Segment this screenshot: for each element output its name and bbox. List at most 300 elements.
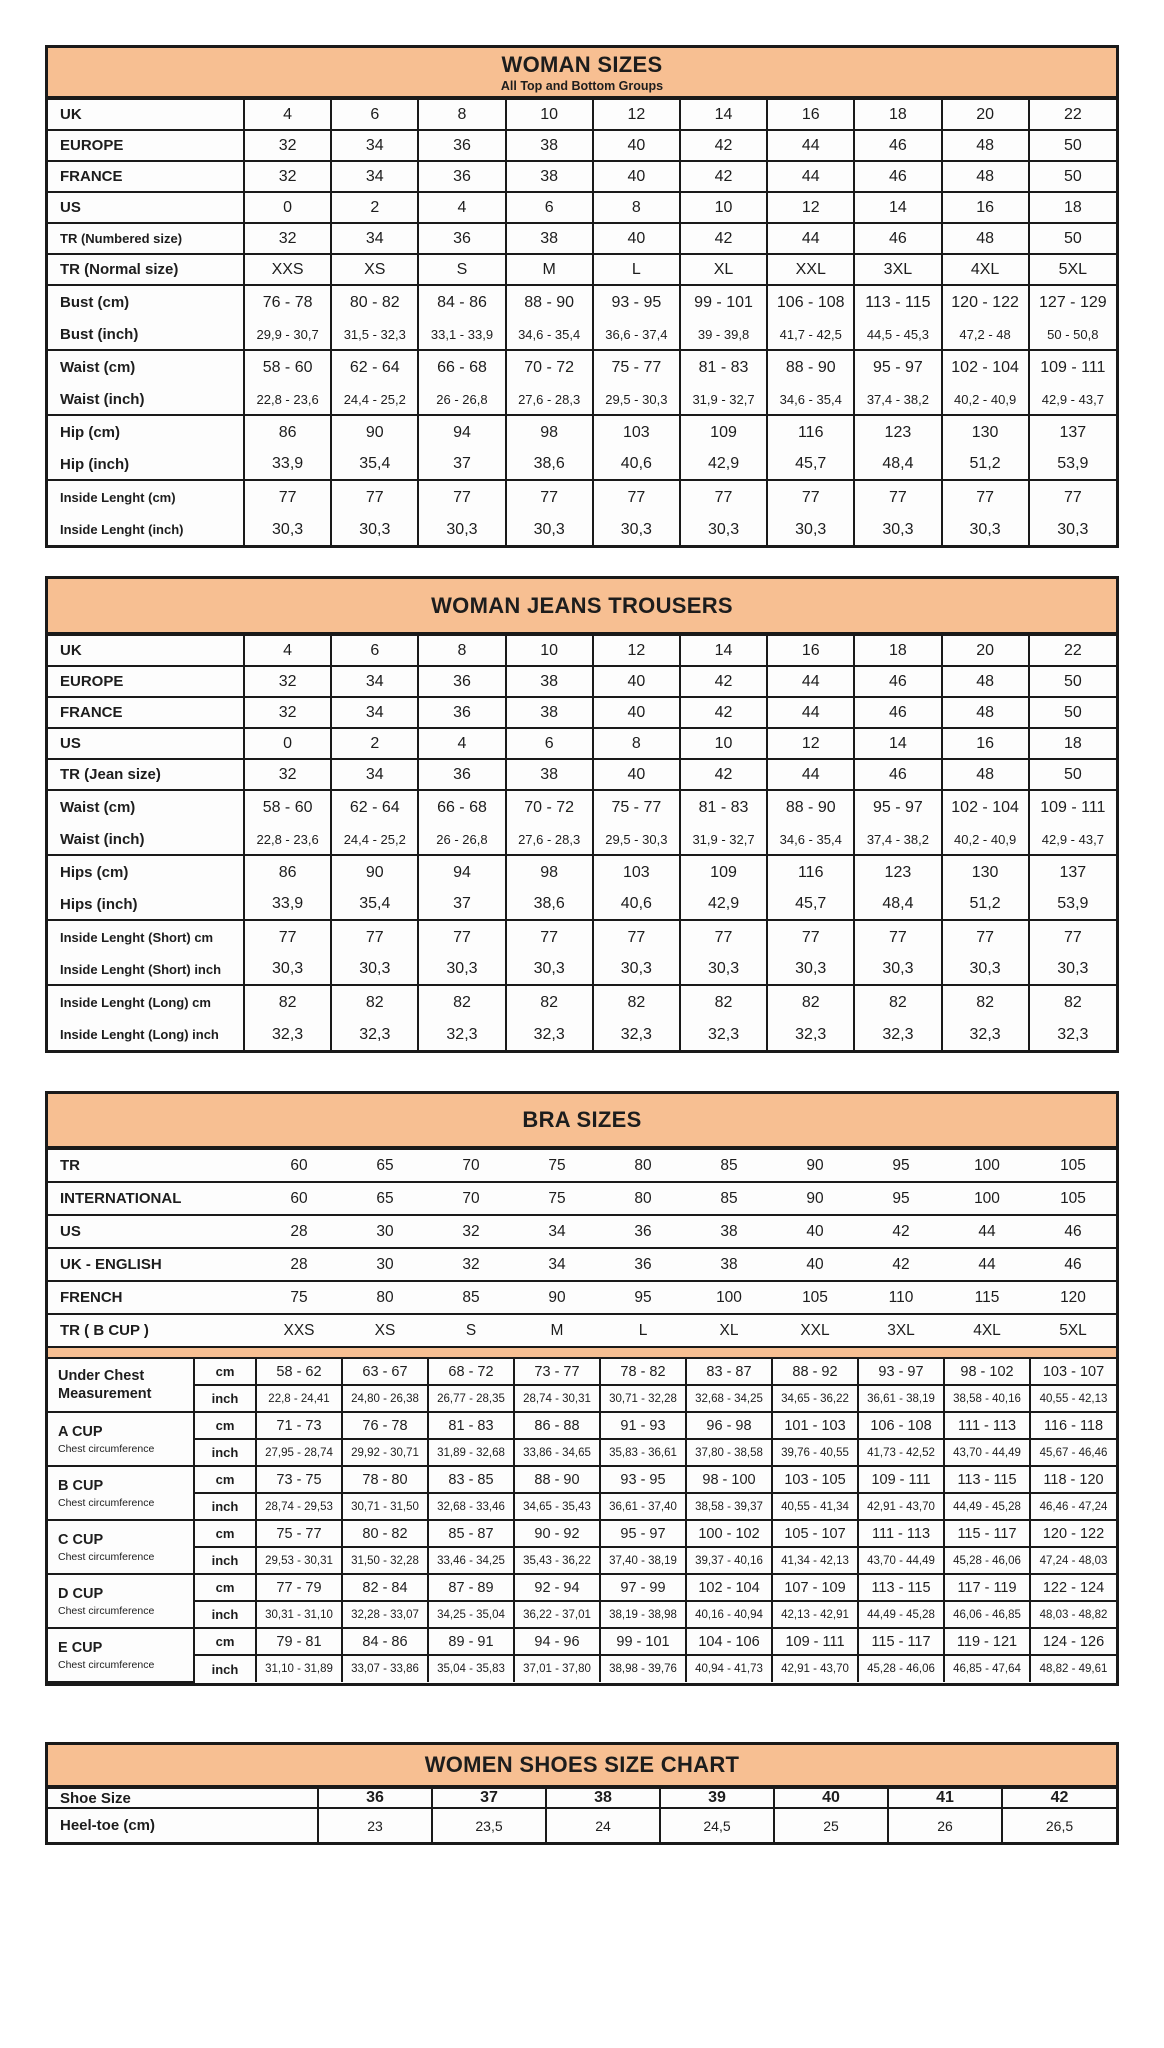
- size-cell: 31,50 - 32,28: [342, 1547, 428, 1574]
- size-cell: 50: [1029, 130, 1116, 161]
- size-cell: 48: [942, 130, 1029, 161]
- size-cell: 101 - 103: [772, 1412, 858, 1439]
- size-cell: 24,4 - 25,2: [331, 824, 418, 855]
- size-cell: 82: [767, 985, 854, 1019]
- size-cell: 93 - 95: [600, 1466, 686, 1493]
- size-cell: 29,9 - 30,7: [244, 319, 331, 350]
- size-cell: 99 - 101: [680, 285, 767, 319]
- table-row: [48, 1655, 1116, 1682]
- size-cell: 77: [680, 920, 767, 954]
- size-cell: 42,9 - 43,7: [1029, 384, 1116, 415]
- size-cell: 30,3: [854, 514, 941, 545]
- size-cell: XS: [331, 254, 418, 285]
- size-cell: 40,6: [593, 449, 680, 480]
- size-cell: 35,4: [331, 449, 418, 480]
- size-cell: 10: [506, 635, 593, 666]
- size-cell: 100: [686, 1281, 772, 1314]
- size-cell: 22,8 - 23,6: [244, 384, 331, 415]
- size-cell: 34: [331, 666, 418, 697]
- table-row: [48, 480, 1116, 514]
- size-cell: 137: [1029, 415, 1116, 449]
- size-cell: 73 - 77: [514, 1358, 600, 1385]
- size-cell: 45,7: [767, 449, 854, 480]
- size-cell: 40: [593, 666, 680, 697]
- cup-label: [48, 1574, 194, 1628]
- cup-label: [48, 1412, 194, 1466]
- size-cell: 41,34 - 42,13: [772, 1547, 858, 1574]
- size-cell: 30,3: [767, 514, 854, 545]
- size-cell: 10: [680, 192, 767, 223]
- size-cell: 103: [593, 415, 680, 449]
- size-cell: 81 - 83: [680, 790, 767, 824]
- size-cell: XXL: [772, 1314, 858, 1347]
- table-row: [48, 1788, 1116, 1808]
- size-cell: 77: [854, 480, 941, 514]
- size-cell: 109 - 111: [1029, 350, 1116, 384]
- table-row: [48, 285, 1116, 319]
- table-row: [48, 1347, 1116, 1358]
- size-cell: 42: [680, 223, 767, 254]
- size-cell: 46: [854, 161, 941, 192]
- size-cell: 34: [331, 759, 418, 790]
- size-cell: 18: [1029, 728, 1116, 759]
- size-cell: 95 - 97: [854, 790, 941, 824]
- jeans-trousers-grid: [48, 634, 1116, 1050]
- size-cell: 29,5 - 30,3: [593, 384, 680, 415]
- size-cell: 32,3: [1029, 1019, 1116, 1050]
- size-cell: 77: [506, 920, 593, 954]
- size-cell: 39,37 - 40,16: [686, 1547, 772, 1574]
- table-row: [48, 449, 1116, 480]
- size-cell: 48: [942, 161, 1029, 192]
- table-row: [48, 1248, 1116, 1281]
- size-cell: 29,92 - 30,71: [342, 1439, 428, 1466]
- shoes-size-grid: [48, 1787, 1116, 1842]
- size-cell: 88 - 90: [767, 790, 854, 824]
- size-cell: 32,3: [244, 1019, 331, 1050]
- table-row: [48, 855, 1116, 889]
- size-cell: 16: [942, 192, 1029, 223]
- size-cell: 30,71 - 32,28: [600, 1385, 686, 1412]
- size-cell: 30,3: [244, 514, 331, 545]
- row-label: Waist (inch): [48, 384, 244, 415]
- row-label: EUROPE: [48, 666, 244, 697]
- table-row: [48, 1412, 1116, 1439]
- jeans-trousers-header: [48, 579, 1116, 634]
- table-row: [48, 790, 1116, 824]
- size-cell: 22: [1029, 99, 1116, 130]
- size-cell: 41,7 - 42,5: [767, 319, 854, 350]
- size-cell: 26 - 26,8: [418, 824, 505, 855]
- size-cell: 26: [888, 1808, 1002, 1842]
- cup-subtitle: Chest circumference: [58, 1604, 155, 1617]
- size-cell: 42: [858, 1248, 944, 1281]
- size-cell: 48: [942, 759, 1029, 790]
- size-cell: 42,9: [680, 449, 767, 480]
- size-cell: 111 - 113: [944, 1412, 1030, 1439]
- size-cell: 30,3: [942, 954, 1029, 985]
- size-cell: 23,5: [432, 1808, 546, 1842]
- size-cell: 75: [514, 1182, 600, 1215]
- size-cell: 81 - 83: [428, 1412, 514, 1439]
- row-label: FRENCH: [48, 1281, 256, 1314]
- table-row: [48, 192, 1116, 223]
- size-cell: 92 - 94: [514, 1574, 600, 1601]
- size-cell: 116: [767, 415, 854, 449]
- size-cell: 35,83 - 36,61: [600, 1439, 686, 1466]
- size-cell: 24,5: [660, 1808, 774, 1842]
- size-cell: 77: [593, 920, 680, 954]
- size-cell: 32,68 - 33,46: [428, 1493, 514, 1520]
- size-cell: 98 - 100: [686, 1466, 772, 1493]
- size-cell: 27,95 - 28,74: [256, 1439, 342, 1466]
- bra-sizes-header: [48, 1094, 1116, 1148]
- size-cell: XL: [680, 254, 767, 285]
- size-cell: 35,43 - 36,22: [514, 1547, 600, 1574]
- size-cell: 36: [418, 130, 505, 161]
- row-label: Hips (inch): [48, 889, 244, 920]
- size-cell: 40,94 - 41,73: [686, 1655, 772, 1682]
- size-cell: 24: [546, 1808, 660, 1842]
- size-cell: 109 - 111: [772, 1628, 858, 1655]
- table-row: [48, 1493, 1116, 1520]
- size-cell: 30,71 - 31,50: [342, 1493, 428, 1520]
- size-cell: 35,04 - 35,83: [428, 1655, 514, 1682]
- table-row: [48, 1628, 1116, 1655]
- size-cell: 109: [680, 415, 767, 449]
- size-cell: 106 - 108: [767, 285, 854, 319]
- size-cell: 44: [767, 223, 854, 254]
- size-cell: 76 - 78: [244, 285, 331, 319]
- size-cell: 105: [1030, 1149, 1116, 1182]
- size-cell: 40,55 - 41,34: [772, 1493, 858, 1520]
- size-cell: 33,46 - 34,25: [428, 1547, 514, 1574]
- size-cell: 46,85 - 47,64: [944, 1655, 1030, 1682]
- table-row: [48, 985, 1116, 1019]
- table-row: [48, 1182, 1116, 1215]
- size-cell: 103 - 107: [1030, 1358, 1116, 1385]
- table-row: [48, 254, 1116, 285]
- size-cell: 22,8 - 24,41: [256, 1385, 342, 1412]
- size-cell: 66 - 68: [418, 790, 505, 824]
- size-cell: 50: [1029, 697, 1116, 728]
- size-cell: 120: [1030, 1281, 1116, 1314]
- size-cell: M: [514, 1314, 600, 1347]
- size-cell: 40,6: [593, 889, 680, 920]
- size-cell: 113 - 115: [858, 1574, 944, 1601]
- size-cell: 38: [686, 1248, 772, 1281]
- size-cell: 47,24 - 48,03: [1030, 1547, 1116, 1574]
- size-cell: 50: [1029, 223, 1116, 254]
- size-cell: 46: [854, 666, 941, 697]
- size-cell: 88 - 90: [767, 350, 854, 384]
- size-cell: 31,5 - 32,3: [331, 319, 418, 350]
- size-cell: 77: [680, 480, 767, 514]
- size-cell: 30,3: [1029, 514, 1116, 545]
- size-cell: 68 - 72: [428, 1358, 514, 1385]
- size-cell: 46,06 - 46,85: [944, 1601, 1030, 1628]
- row-label: TR (Normal size): [48, 254, 244, 285]
- size-cell: 46: [1030, 1248, 1116, 1281]
- size-cell: 36,6 - 37,4: [593, 319, 680, 350]
- size-cell: 18: [1029, 192, 1116, 223]
- size-cell: 97 - 99: [600, 1574, 686, 1601]
- size-cell: 25: [774, 1808, 888, 1842]
- size-cell: 95: [858, 1182, 944, 1215]
- size-cell: 117 - 119: [944, 1574, 1030, 1601]
- table-row: [48, 1574, 1116, 1601]
- size-cell: 34: [331, 130, 418, 161]
- size-cell: 109 - 111: [1029, 790, 1116, 824]
- size-cell: 30,3: [767, 954, 854, 985]
- jeans-trousers-table: [45, 576, 1119, 1053]
- size-cell: 38,98 - 39,76: [600, 1655, 686, 1682]
- size-cell: 80 - 82: [342, 1520, 428, 1547]
- row-label: Waist (inch): [48, 824, 244, 855]
- size-cell: 91 - 93: [600, 1412, 686, 1439]
- unit-label: cm: [194, 1574, 256, 1601]
- size-cell: 75: [256, 1281, 342, 1314]
- size-cell: 23: [318, 1808, 432, 1842]
- size-cell: 32: [244, 161, 331, 192]
- size-cell: 75 - 77: [593, 790, 680, 824]
- table-title: WOMEN SHOES SIZE CHART: [424, 1752, 740, 1777]
- size-cell: 40: [593, 161, 680, 192]
- size-cell: 34,25 - 35,04: [428, 1601, 514, 1628]
- size-cell: 35,4: [331, 889, 418, 920]
- size-cell: 38: [506, 697, 593, 728]
- size-cell: 39,76 - 40,55: [772, 1439, 858, 1466]
- size-cell: 4: [244, 635, 331, 666]
- size-cell: 34: [331, 161, 418, 192]
- size-cell: 32,3: [767, 1019, 854, 1050]
- size-cell: 14: [854, 728, 941, 759]
- size-cell: L: [593, 254, 680, 285]
- size-cell: 70: [428, 1149, 514, 1182]
- size-cell: 16: [767, 635, 854, 666]
- size-cell: 42: [858, 1215, 944, 1248]
- size-cell: 88 - 90: [506, 285, 593, 319]
- size-cell: 42,13 - 42,91: [772, 1601, 858, 1628]
- size-cell: 32,3: [331, 1019, 418, 1050]
- size-cell: 95 - 97: [854, 350, 941, 384]
- size-cell: 16: [767, 99, 854, 130]
- size-cell: 30,3: [418, 514, 505, 545]
- row-label: Inside Lenght (Short) inch: [48, 954, 244, 985]
- unit-label: cm: [194, 1628, 256, 1655]
- shoes-size-header: [48, 1745, 1116, 1787]
- size-cell: 28,74 - 30,31: [514, 1385, 600, 1412]
- row-label: Heel-toe (cm): [48, 1808, 318, 1842]
- size-cell: 38: [506, 666, 593, 697]
- cup-label: [48, 1466, 194, 1520]
- size-cell: 48,03 - 48,82: [1030, 1601, 1116, 1628]
- size-cell: 37,01 - 37,80: [514, 1655, 600, 1682]
- size-cell: 38: [506, 161, 593, 192]
- size-cell: 34: [514, 1248, 600, 1281]
- size-cell: 4: [418, 728, 505, 759]
- size-cell: 34: [331, 223, 418, 254]
- size-cell: 44,49 - 45,28: [944, 1493, 1030, 1520]
- size-cell: 95: [858, 1149, 944, 1182]
- size-cell: 6: [506, 192, 593, 223]
- size-cell: 50 - 50,8: [1029, 319, 1116, 350]
- size-cell: 44: [767, 130, 854, 161]
- size-cell: 65: [342, 1149, 428, 1182]
- size-cell: 58 - 60: [244, 790, 331, 824]
- size-cell: 73 - 75: [256, 1466, 342, 1493]
- size-cell: 82: [244, 985, 331, 1019]
- size-cell: 48: [942, 223, 1029, 254]
- size-cell: 53,9: [1029, 449, 1116, 480]
- cup-subtitle: Chest circumference: [58, 1658, 155, 1671]
- size-cell: 44,49 - 45,28: [858, 1601, 944, 1628]
- size-cell: 109 - 111: [858, 1466, 944, 1493]
- size-cell: 87 - 89: [428, 1574, 514, 1601]
- row-label: UK: [48, 635, 244, 666]
- size-cell: 6: [331, 635, 418, 666]
- size-cell: 95: [600, 1281, 686, 1314]
- size-cell: 103: [593, 855, 680, 889]
- row-label: EUROPE: [48, 130, 244, 161]
- size-cell: 5XL: [1030, 1314, 1116, 1347]
- size-cell: 123: [854, 855, 941, 889]
- size-cell: 48,4: [854, 449, 941, 480]
- unit-label: inch: [194, 1547, 256, 1574]
- size-cell: 31,89 - 32,68: [428, 1439, 514, 1466]
- size-cell: 82: [1029, 985, 1116, 1019]
- size-cell: 82: [593, 985, 680, 1019]
- size-cell: 27,6 - 28,3: [506, 824, 593, 855]
- size-cell: 6: [506, 728, 593, 759]
- unit-label: cm: [194, 1520, 256, 1547]
- cup-name: Under Chest Measurement: [58, 1367, 152, 1402]
- size-cell: 33,9: [244, 449, 331, 480]
- row-label: Inside Lenght (inch): [48, 514, 244, 545]
- table-row: [48, 1466, 1116, 1493]
- size-cell: 77: [244, 480, 331, 514]
- size-cell: 14: [854, 192, 941, 223]
- size-cell: 70 - 72: [506, 790, 593, 824]
- size-cell: 36,61 - 37,40: [600, 1493, 686, 1520]
- size-cell: 29,5 - 30,3: [593, 824, 680, 855]
- bra-sizes-table: [45, 1091, 1119, 1686]
- size-cell: 40,55 - 42,13: [1030, 1385, 1116, 1412]
- size-cell: 63 - 67: [342, 1358, 428, 1385]
- size-cell: 77: [767, 920, 854, 954]
- size-cell: 75 - 77: [593, 350, 680, 384]
- size-cell: 46: [854, 130, 941, 161]
- size-cell: 80: [600, 1182, 686, 1215]
- size-cell: 0: [244, 728, 331, 759]
- size-cell: 32: [244, 130, 331, 161]
- size-cell: 51,2: [942, 889, 1029, 920]
- size-cell: 98: [506, 855, 593, 889]
- size-cell: 16: [942, 728, 1029, 759]
- table-row: [48, 920, 1116, 954]
- size-cell: 30,3: [680, 954, 767, 985]
- bra-sizes-grid: [48, 1148, 1116, 1683]
- table-row: [48, 415, 1116, 449]
- size-cell: 38: [506, 130, 593, 161]
- size-cell: 88 - 92: [772, 1358, 858, 1385]
- size-cell: 32,3: [593, 1019, 680, 1050]
- size-cell: 58 - 60: [244, 350, 331, 384]
- size-cell: 116 - 118: [1030, 1412, 1116, 1439]
- size-cell: 38,6: [506, 889, 593, 920]
- size-cell: 0: [244, 192, 331, 223]
- size-cell: 85: [428, 1281, 514, 1314]
- size-cell: 77: [767, 480, 854, 514]
- size-cell: 12: [593, 635, 680, 666]
- size-cell: 47,2 - 48: [942, 319, 1029, 350]
- size-cell: 3XL: [858, 1314, 944, 1347]
- size-cell: 38: [546, 1788, 660, 1808]
- size-cell: 45,28 - 46,06: [858, 1655, 944, 1682]
- size-cell: 103 - 105: [772, 1466, 858, 1493]
- table-title: WOMAN SIZES: [501, 51, 663, 77]
- size-cell: 36: [600, 1248, 686, 1281]
- size-cell: 30: [342, 1215, 428, 1248]
- size-cell: 10: [680, 728, 767, 759]
- size-cell: 75: [514, 1149, 600, 1182]
- table-row: [48, 954, 1116, 985]
- size-cell: 48: [942, 666, 1029, 697]
- size-cell: 30,31 - 31,10: [256, 1601, 342, 1628]
- table-row: [48, 1385, 1116, 1412]
- size-cell: 62 - 64: [331, 350, 418, 384]
- unit-label: cm: [194, 1466, 256, 1493]
- size-cell: 43,70 - 44,49: [944, 1439, 1030, 1466]
- size-cell: 44: [767, 161, 854, 192]
- size-cell: 109: [680, 855, 767, 889]
- size-cell: 28: [256, 1215, 342, 1248]
- size-cell: 77: [418, 920, 505, 954]
- size-cell: 45,67 - 46,46: [1030, 1439, 1116, 1466]
- size-cell: 32,68 - 34,25: [686, 1385, 772, 1412]
- size-cell: 32,3: [418, 1019, 505, 1050]
- size-cell: 75 - 77: [256, 1520, 342, 1547]
- size-cell: 8: [418, 99, 505, 130]
- size-cell: 120 - 122: [942, 285, 1029, 319]
- size-cell: 40: [772, 1215, 858, 1248]
- size-cell: 107 - 109: [772, 1574, 858, 1601]
- cup-label: [48, 1358, 194, 1412]
- size-cell: M: [506, 254, 593, 285]
- table-row: [48, 635, 1116, 666]
- woman-sizes-table: [45, 45, 1119, 548]
- size-cell: 85 - 87: [428, 1520, 514, 1547]
- size-cell: 32: [244, 697, 331, 728]
- size-cell: 90: [772, 1182, 858, 1215]
- size-cell: 37,80 - 38,58: [686, 1439, 772, 1466]
- size-cell: 42: [680, 697, 767, 728]
- size-cell: 46: [1030, 1215, 1116, 1248]
- size-cell: 44: [767, 666, 854, 697]
- size-cell: 82: [942, 985, 1029, 1019]
- size-cell: 38,6: [506, 449, 593, 480]
- size-cell: 90: [331, 855, 418, 889]
- size-cell: 70: [428, 1182, 514, 1215]
- size-cell: 80: [342, 1281, 428, 1314]
- size-cell: XS: [342, 1314, 428, 1347]
- size-cell: 36: [418, 666, 505, 697]
- size-cell: 20: [942, 635, 1029, 666]
- table-row: [48, 1149, 1116, 1182]
- row-label: Bust (inch): [48, 319, 244, 350]
- table-row: [48, 99, 1116, 130]
- size-cell: 80: [600, 1149, 686, 1182]
